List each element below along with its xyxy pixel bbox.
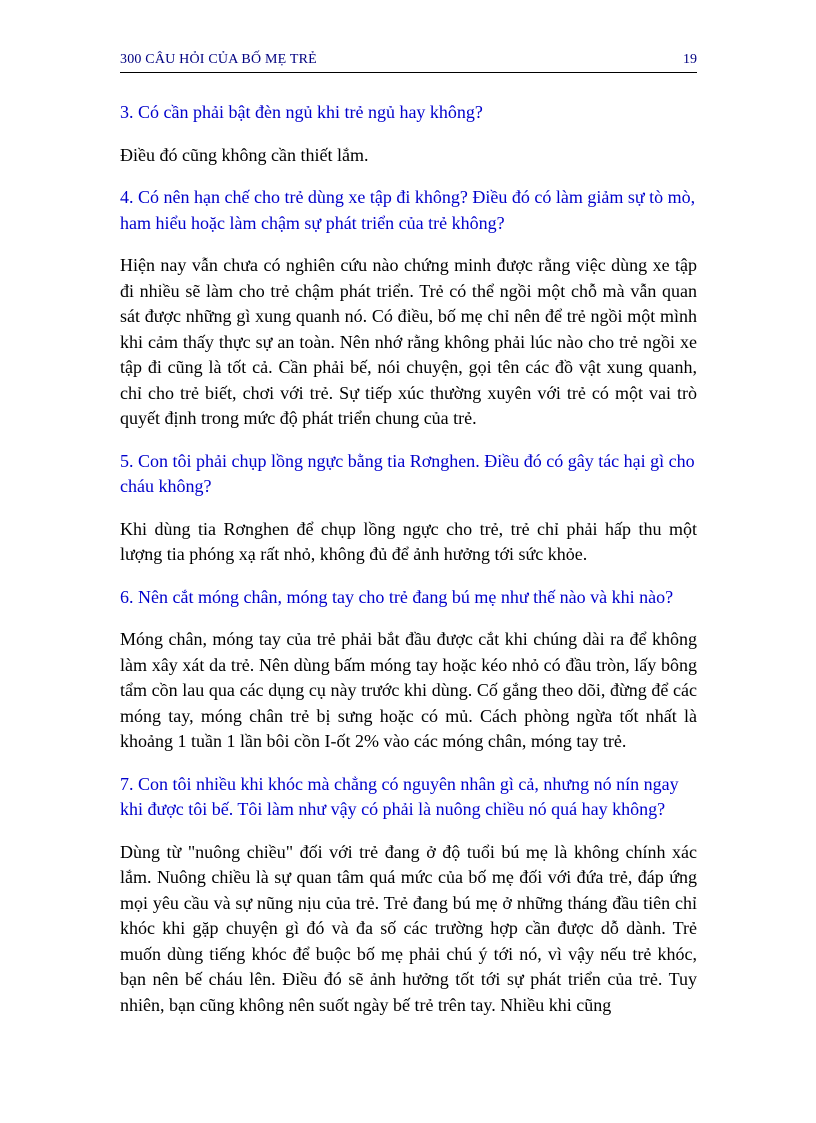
answer-4: Hiện nay vẫn chưa có nghiên cứu nào chứng minh được rằng việc dùng xe tập đi nhiều sẽ làm cho trẻ chậm phát triển. Trẻ có thể ngồi một chỗ mà vẫn quan sát được những gì xung quanh nó. Có điều, bố mẹ chỉ nên để trẻ ngồi một mình khi cảm thấy thực sự an toàn. Nên nhớ rằng không phải lúc nào cho trẻ ngồi xe tập đi cũng là tốt cả. Cần phải bế, nói chuyện, gọi tên các đồ vật xung quanh, chỉ cho trẻ biết, chơi với trẻ. Sự tiếp xúc thường xuyên với trẻ có một vai trò quyết định trong mức độ phát triển chung của trẻ. [120,255,697,428]
answer-6: Móng chân, móng tay của trẻ phải bắt đầu được cắt khi chúng dài ra để không làm xây xát da trẻ. Nên dùng bấm móng tay hoặc kéo nhỏ có đầu tròn, lấy bông tẩm cồn lau qua các dụng cụ này trước khi dùng. Cố gắng theo dõi, đừng để các móng tay, móng chân trẻ bị sưng hoặc có mủ. Cách phòng ngừa tốt nhất là khoảng 1 tuần 1 lần bôi cồn I-ốt 2% vào các móng chân, móng tay trẻ. [120,629,697,751]
question-5: 5. Con tôi phải chụp lồng ngực bằng tia Rơnghen. Điều đó có gây tác hại gì cho cháu không? [120,450,695,496]
page-content [120,100,697,1035]
question-7: 7. Con tôi nhiều khi khóc mà chẳng có nguyên nhân gì cả, nhưng nó nín ngay khi được tôi bế. Tôi làm như vậy có phải là nuông chiều nó quá hay không? [120,773,679,819]
answer-3: Điều đó cũng không cần thiết lắm. [120,144,369,165]
question-6: 6. Nên cắt móng chân, móng tay cho trẻ đang bú mẹ như thế nào và khi nào? [120,586,674,607]
page-number: 19 [683,52,697,67]
question-3: 3. Có cần phải bật đèn ngủ khi trẻ ngủ hay không? [120,102,483,122]
question-4: 4. Có nên hạn chế cho trẻ dùng xe tập đi không? Điều đó có làm giảm sự tò mò, ham hiểu hoặc làm chậm sự phát triển của trẻ không? [120,187,696,233]
book-title: 300 CÂU HỎI CỦA BỐ MẸ TRẺ [120,52,317,67]
answer-7: Dùng từ "nuông chiều" đối với trẻ đang ở độ tuổi bú mẹ là không chính xác lắm. Nuông chiều là sự quan tâm quá mức của bố mẹ đối với đứa trẻ, đáp ứng mọi yêu cầu và sự nũng nịu của trẻ. Trẻ đang bú mẹ ở những tháng đầu tiên chỉ khóc khi gặp chuyện gì đó và đa số các trường hợp cần được dỗ dành. Trẻ muốn dùng tiếng khóc để buộc bố mẹ phải chú ý tới nó, vì vậy nếu trẻ khóc, bạn nên bế cháu lên. Điều đó sẽ ảnh hưởng tốt tới sự phát triển của trẻ. Tuy nhiên, bạn cũng không nên suốt ngày bế trẻ trên tay. Nhiều khi cũng [120,841,697,1015]
page-header [120,50,697,73]
answer-5: Khi dùng tia Rơnghen để chụp lồng ngực cho trẻ, trẻ chỉ phải hấp thu một lượng tia phóng xạ rất nhỏ, không đủ để ảnh hưởng tới sức khỏe. [120,518,697,564]
